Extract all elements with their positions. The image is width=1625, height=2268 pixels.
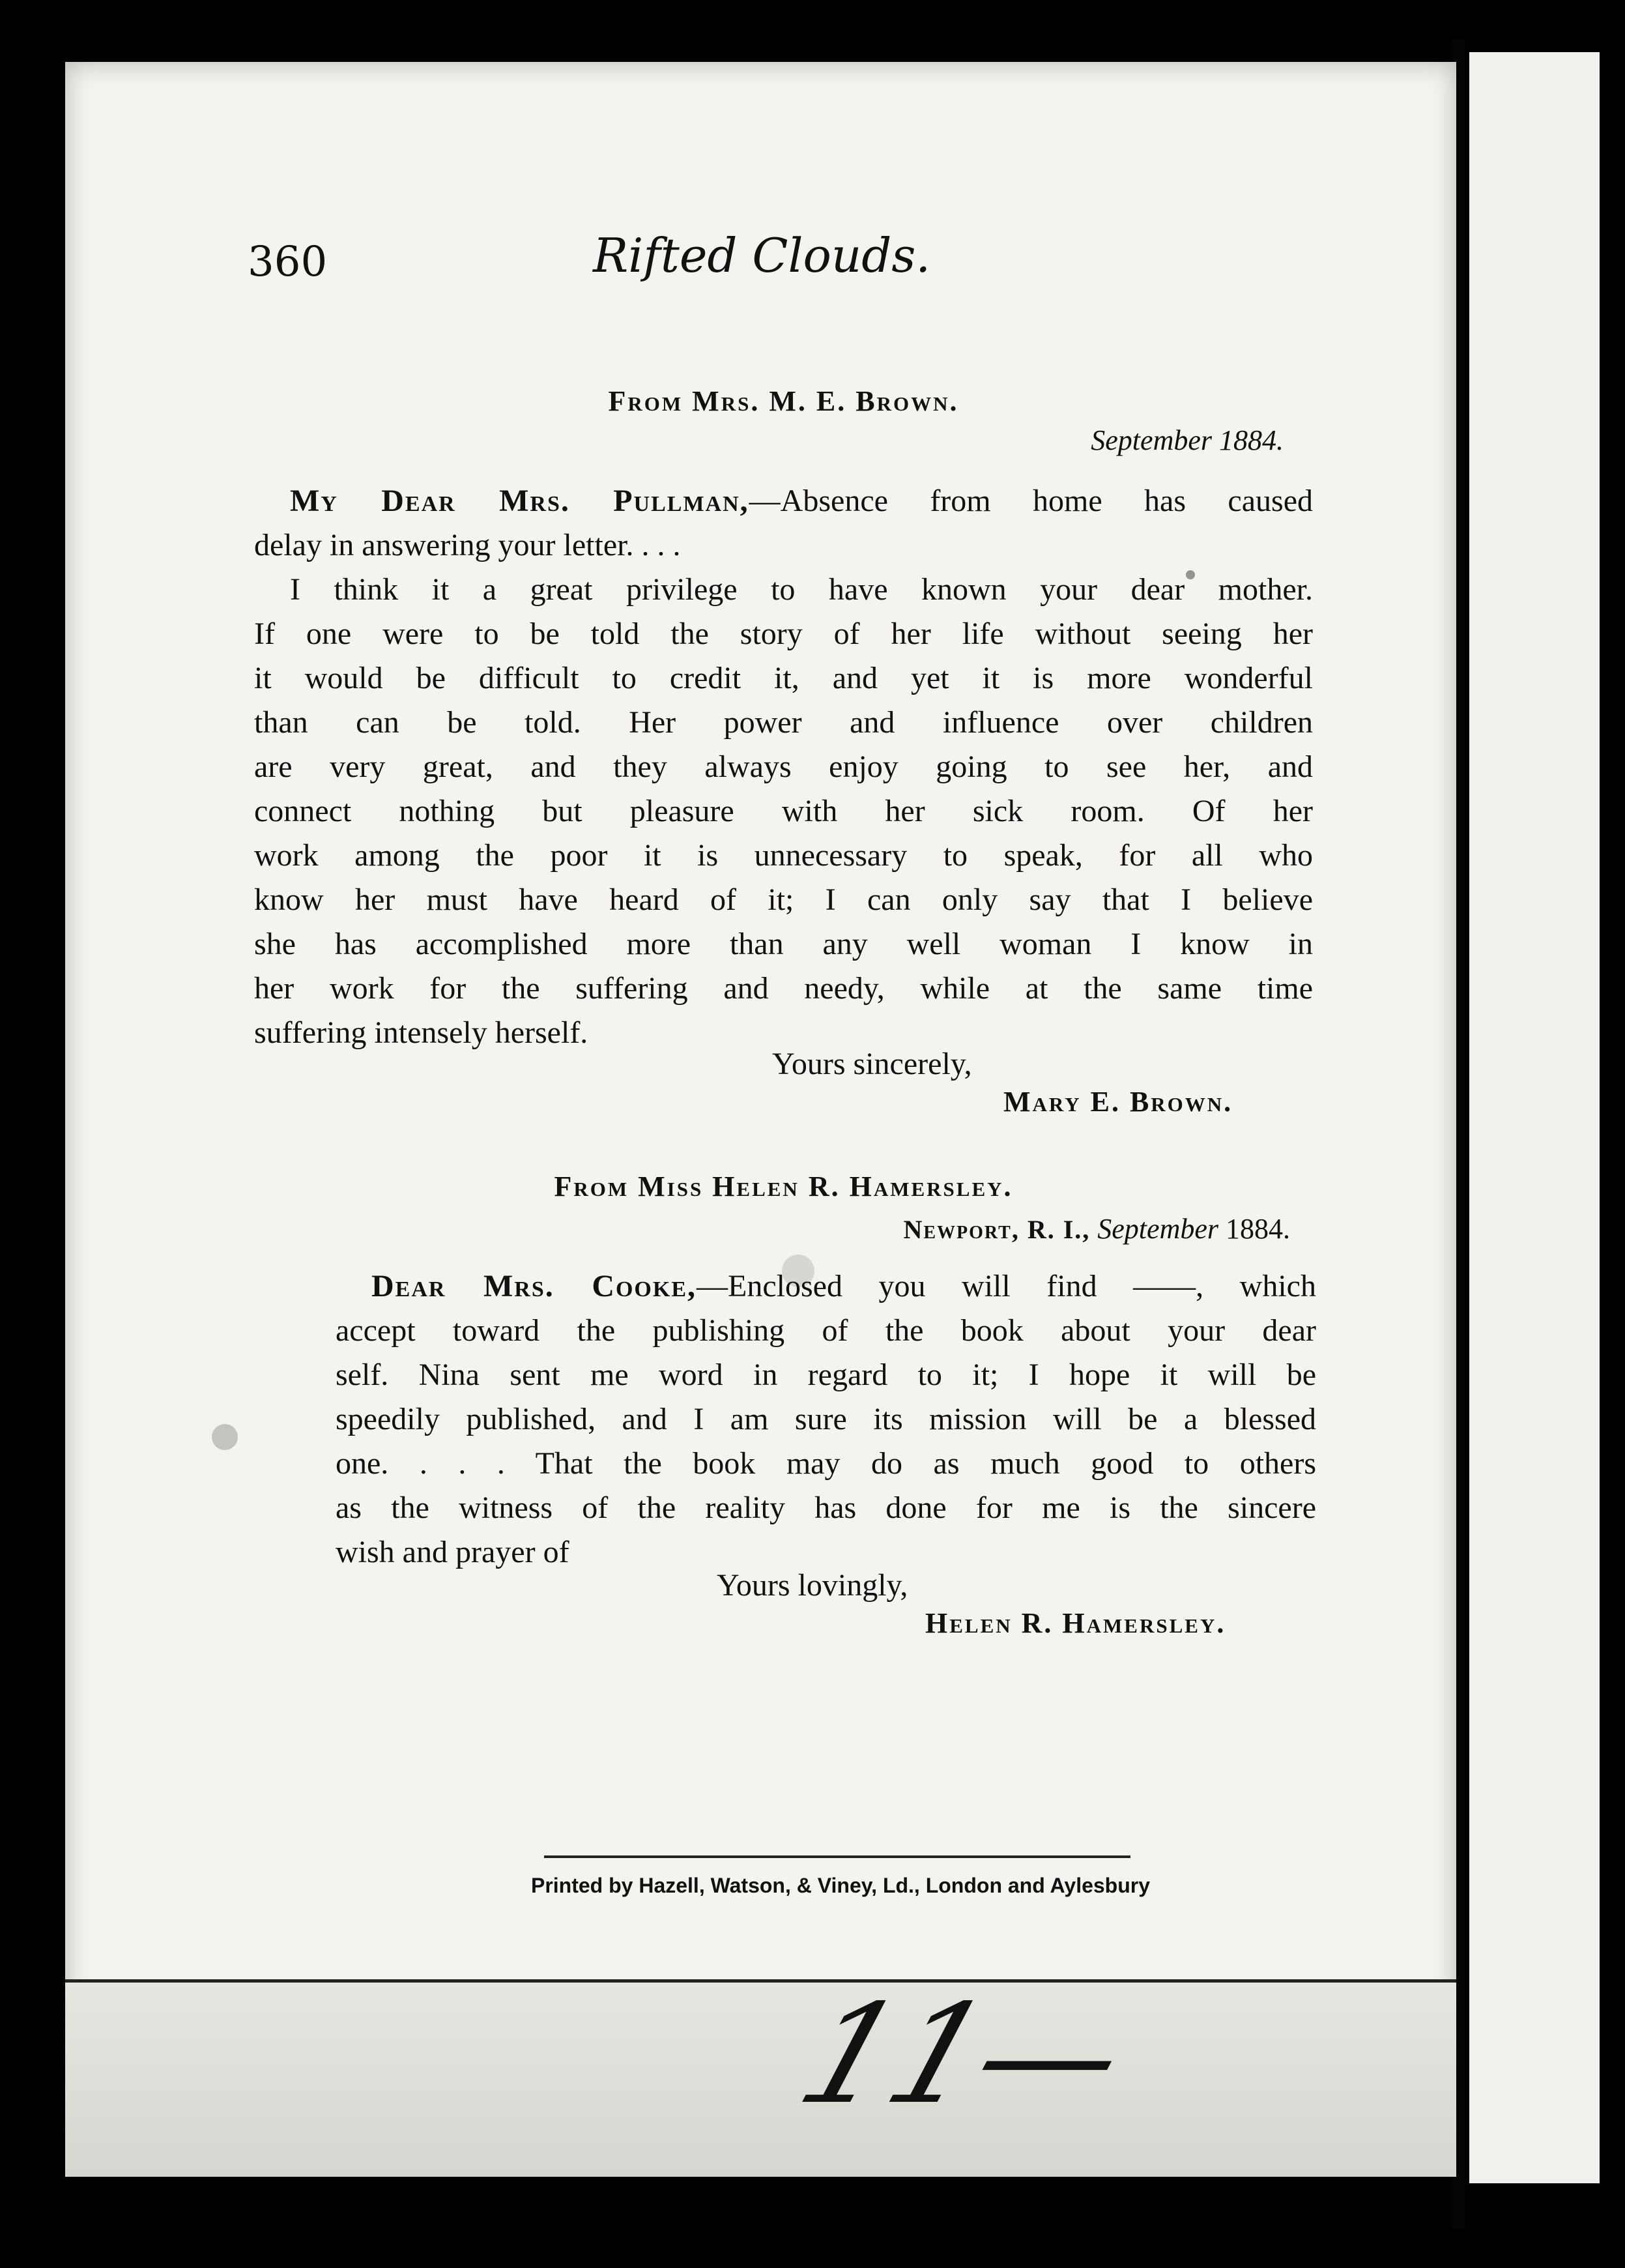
letter-1-line: work among the poor it is unnecessary to speak, for all who — [254, 838, 1313, 873]
letter-2-signature-block — [925, 1606, 1303, 1640]
letter-1-dateline — [1010, 424, 1284, 457]
letter-1-signature-block — [1003, 1085, 1290, 1118]
letter-1-line: I think it a great privilege to have known your dear mother. — [290, 572, 1313, 607]
letter-1-line: My Dear Mrs. Pullman,—Absence from home has caused — [290, 484, 1313, 518]
adjacent-page-edge — [1469, 52, 1600, 2183]
letter-1-line: her work for the suffering and needy, while at the same time — [254, 971, 1313, 1006]
bottom-rule — [65, 1979, 1456, 1983]
stain-mark — [212, 1424, 238, 1450]
letter-2-heading-block — [254, 1170, 1313, 1203]
letter-2-line: as the witness of the reality has done for me is the sincere — [336, 1490, 1316, 1525]
page-number: 360 — [248, 238, 328, 286]
letter-2-heading: From Miss Helen R. Hamersley. — [554, 1170, 1013, 1202]
letter-1-body — [254, 479, 1313, 1055]
letter-1-signature: Mary E. Brown. — [1003, 1086, 1233, 1118]
handwritten-note: 11— — [782, 1975, 1145, 2134]
letter-1-line: If one were to be told the story of her life without seeing her — [254, 617, 1313, 651]
book-page — [65, 62, 1456, 2177]
letter-2-closing: Yours lovingly, — [717, 1568, 908, 1603]
printer-imprint: Printed by Hazell, Watson, & Viney, Ld., London and Aylesbury — [530, 1874, 1151, 1897]
letter-1-closing-block — [772, 1046, 1228, 1082]
letter-2-line: Dear Mrs. Cooke,—Enclosed you will find ——, which — [371, 1269, 1316, 1303]
letter-2-line: one. . . . That the book may do as much good to others — [336, 1446, 1316, 1481]
letter-2-line: wish and prayer of — [336, 1535, 569, 1569]
letter-2-line: accept toward the publishing of the book about your dear — [336, 1313, 1316, 1348]
letter-1-salutation: My Dear Mrs. Pullman, — [290, 484, 749, 518]
letter-1-line: than can be told. Her power and influence over children — [254, 705, 1313, 740]
letter-1-line: delay in answering your letter. . . . — [254, 528, 681, 562]
letter-1-heading: From Mrs. M. E. Brown. — [608, 385, 959, 417]
letter-1-line: know her must have heard of it; I can only say that I believe — [254, 882, 1313, 917]
letter-2-date-year: 1884. — [1226, 1213, 1290, 1245]
letter-2-closing-block — [717, 1567, 1173, 1603]
page-lower-band — [65, 1983, 1456, 2177]
letter-2-signature: Helen R. Hamersley. — [925, 1607, 1226, 1639]
running-title: Rifted Clouds. — [593, 228, 931, 283]
letter-1-line: she has accomplished more than any well woman I know in — [254, 927, 1313, 961]
letter-2-body — [336, 1264, 1316, 1575]
letter-1-line: suffering intensely herself. — [254, 1015, 588, 1050]
letter-2-date-month: September — [1097, 1213, 1218, 1245]
imprint-rule — [544, 1855, 1130, 1858]
letter-2-place: Newport, R. I., — [903, 1215, 1091, 1244]
letter-1-line: it would be difficult to credit it, and yet it is more wonderful — [254, 661, 1313, 695]
letter-2-line: speedily published, and I am sure its mission will be a blessed — [336, 1402, 1316, 1436]
letter-1-date: September 1884. — [1091, 424, 1284, 456]
letter-2-dateline — [841, 1212, 1290, 1245]
letter-2-line: self. Nina sent me word in regard to it; I hope it will be — [336, 1358, 1316, 1392]
page-header — [248, 212, 1355, 310]
letter-1-heading-block — [254, 385, 1313, 418]
letter-1-closing: Yours sincerely, — [772, 1047, 972, 1081]
letter-2-salutation: Dear Mrs. Cooke, — [371, 1269, 697, 1303]
letter-1-line: connect nothing but pleasure with her sick room. Of her — [254, 794, 1313, 828]
letter-1-line: are very great, and they always enjoy going to see her, and — [254, 749, 1313, 784]
